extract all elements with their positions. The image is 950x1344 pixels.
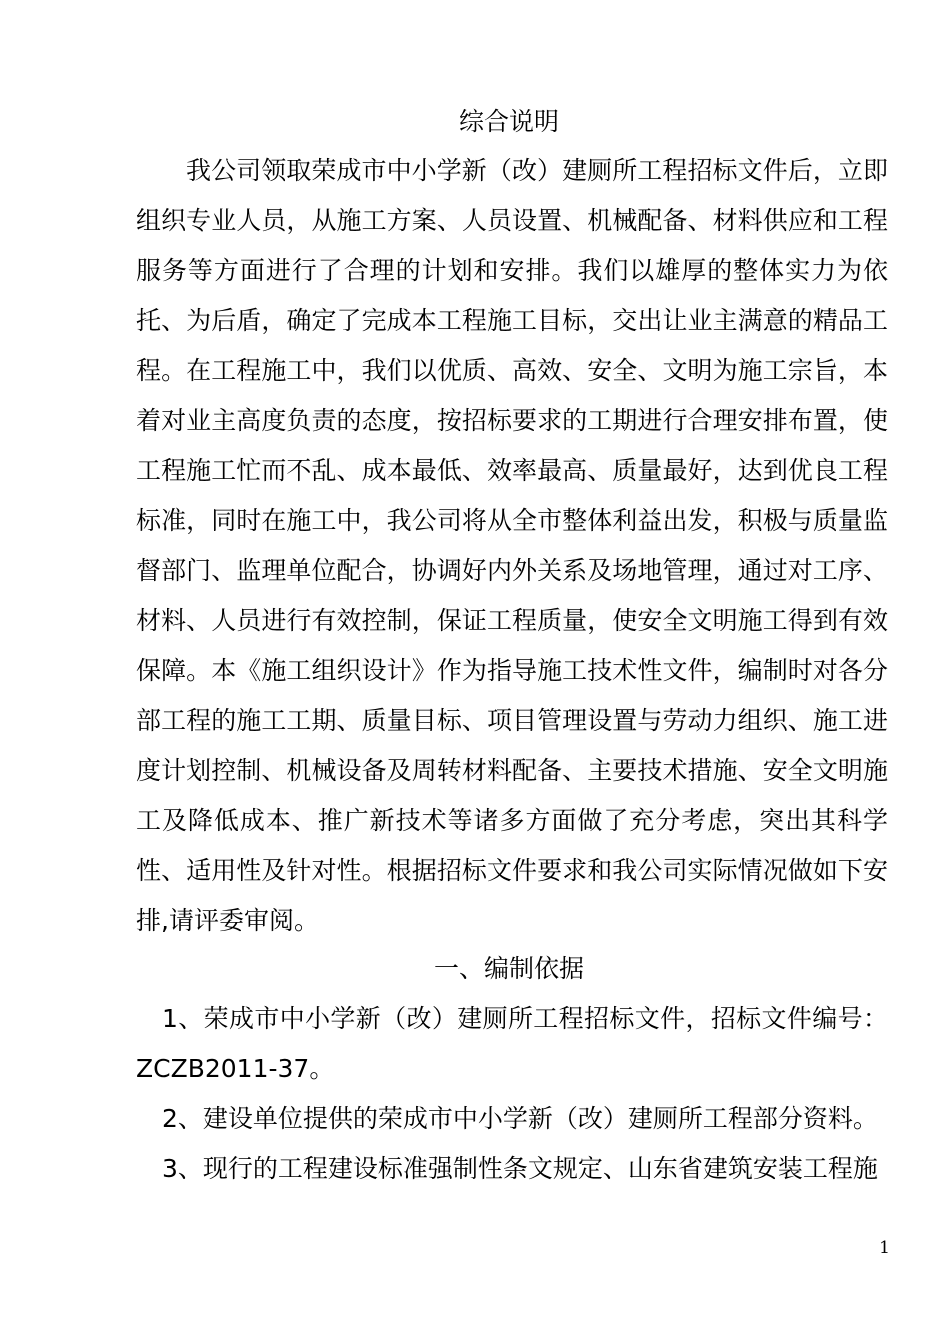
- basis-item-1: 1、荣成市中小学新（改）建厕所工程招标文件，招标文件编号：ZCZB2011-37。: [136, 1004, 888, 1083]
- basis-item-2: 2、建设单位提供的荣成市中小学新（改）建厕所工程部分资料。: [162, 1104, 878, 1133]
- basis-item-3: 3、现行的工程建设标准强制性条文规定、山东省建筑安装工程施: [162, 1154, 878, 1183]
- intro-paragraph: 我公司领取荣成市中小学新（改）建厕所工程招标文件后，立即组织专业人员，从施工方案、人员设置、机械配备、材料供应和工程服务等方面进行了合理的计划和安排。我们以雄厚的整体实力为依托、为后盾，确定了完成本工程施工目标，交出让业主满意的精品工程。在工程施工中，我们以优质、高效、安全、文明为施工宗旨，本着对业主高度负责的态度，按招标要求的工期进行合理安排布置，使工程施工忙而不乱、成本最低、效率最高、质量最好，达到优良工程标准，同时在施工中，我公司将从全市整体利益出发，积极与质量监督部门、监理单位配合，协调好内外关系及场地管理，通过对工序、材料、人员进行有效控制，保证工程质量，使安全文明施工得到有效保障。本《施工组织设计》作为指导施工技术性文件，编制时对各分部工程的施工工期、质量目标、项目管理设置与劳动力组织、施工进度计划控制、机械设备及周转材料配备、主要技术措施、安全文明施工及降低成本、推广新技术等诸多方面做了充分考虑，突出其科学性、适用性及针对性。根据招标文件要求和我公司实际情况做如下安排,请评委审阅。: [136, 156, 888, 935]
- section-heading: 一、编制依据: [433, 954, 584, 983]
- document-title: 综合说明: [458, 107, 559, 136]
- page-number: 1: [879, 1238, 890, 1258]
